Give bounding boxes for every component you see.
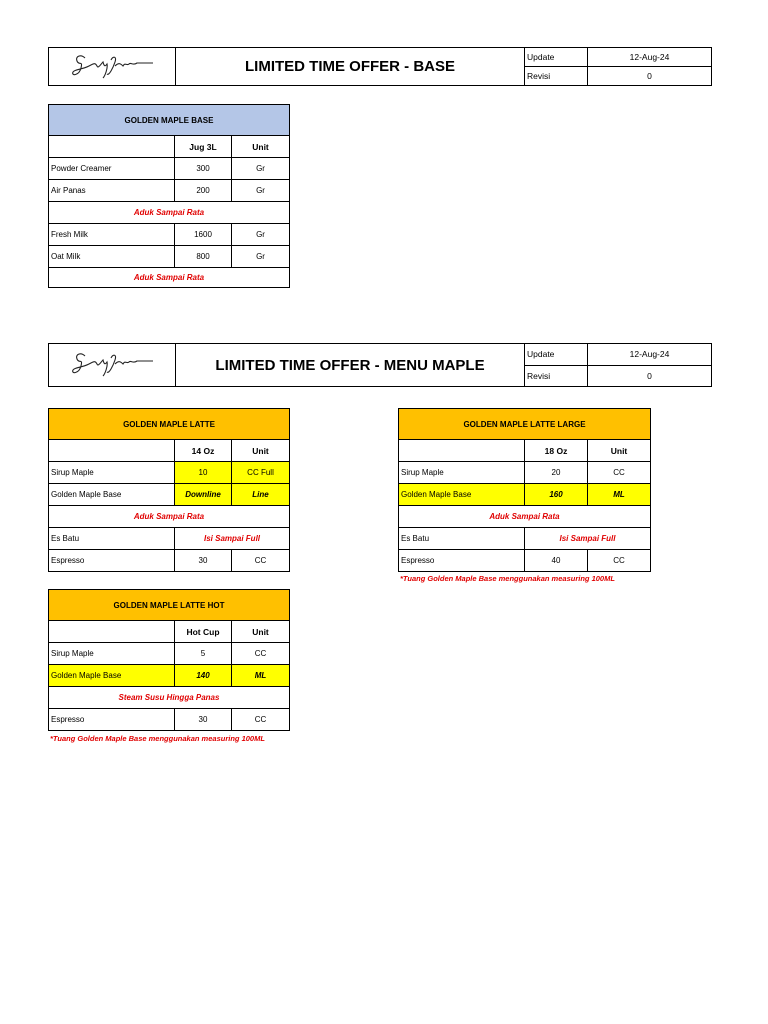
table-row: Air Panas 200 Gr xyxy=(49,180,290,202)
revisi-value: 0 xyxy=(647,370,652,381)
signature-icon xyxy=(67,52,157,82)
revisi-label: Revisi xyxy=(525,366,588,387)
note-row: Aduk Sampai Rata xyxy=(49,268,290,288)
golden-maple-latte-table xyxy=(48,408,290,572)
header-menu xyxy=(48,343,712,387)
table-row: Golden Maple Base 160 ML xyxy=(399,484,651,506)
update-value: 12-Aug-24 xyxy=(629,349,670,360)
col-size: Hot Cup xyxy=(175,621,232,643)
table-title: GOLDEN MAPLE LATTE HOT xyxy=(49,590,290,621)
footnote-latte-hot: *Tuang Golden Maple Base menggunakan measuring 100ML xyxy=(50,734,265,743)
page-title-base: LIMITED TIME OFFER - BASE xyxy=(176,48,525,85)
blank-cell xyxy=(49,136,175,158)
header-meta xyxy=(525,48,711,85)
col-unit: Unit xyxy=(232,136,290,158)
col-size: 14 Oz xyxy=(175,440,232,462)
update-label: Update xyxy=(525,48,588,66)
note-row: Steam Susu Hingga Panas xyxy=(49,687,290,709)
update-label: Update xyxy=(525,344,588,365)
blank-cell xyxy=(49,440,175,462)
golden-maple-latte-hot-table xyxy=(48,589,290,731)
golden-maple-base-table xyxy=(48,104,290,288)
signature-icon xyxy=(67,350,157,380)
table-row: Espresso 30 CC xyxy=(49,709,290,731)
table-title: GOLDEN MAPLE LATTE xyxy=(49,409,290,440)
table-row: Powder Creamer 300 Gr xyxy=(49,158,290,180)
col-unit: Unit xyxy=(588,440,651,462)
page-title-menu: LIMITED TIME OFFER - MENU MAPLE xyxy=(176,344,525,386)
note-row: Aduk Sampai Rata xyxy=(49,202,290,224)
table-row: Oat Milk 800 Gr xyxy=(49,246,290,268)
table-row: Golden Maple Base Downline Line xyxy=(49,484,290,506)
header-base xyxy=(48,47,712,86)
table-row: Golden Maple Base 140 ML xyxy=(49,665,290,687)
table-title: GOLDEN MAPLE BASE xyxy=(49,105,290,136)
col-unit: Unit xyxy=(232,440,290,462)
table-row: Espresso 40 CC xyxy=(399,550,651,572)
col-size: Jug 3L xyxy=(175,136,232,158)
header-meta xyxy=(525,344,711,386)
table-row: Sirup Maple 10 CC Full xyxy=(49,462,290,484)
col-size: 18 Oz xyxy=(525,440,588,462)
table-row: Espresso 30 CC xyxy=(49,550,290,572)
table-row: Es Batu Isi Sampai Full xyxy=(49,528,290,550)
golden-maple-latte-large-table xyxy=(398,408,651,572)
update-value: 12-Aug-24 xyxy=(629,52,670,62)
col-unit: Unit xyxy=(232,621,290,643)
table-row: Sirup Maple 20 CC xyxy=(399,462,651,484)
blank-cell xyxy=(399,440,525,462)
table-row: Fresh Milk 1600 Gr xyxy=(49,224,290,246)
table-row: Es Batu Isi Sampai Full xyxy=(399,528,651,550)
revisi-label: Revisi xyxy=(525,67,588,85)
note-row: Aduk Sampai Rata xyxy=(399,506,651,528)
note-row: Aduk Sampai Rata xyxy=(49,506,290,528)
revisi-value: 0 xyxy=(647,71,652,81)
table-row: Sirup Maple 5 CC xyxy=(49,643,290,665)
janji-jiwa-signature-logo xyxy=(49,48,176,85)
table-title: GOLDEN MAPLE LATTE LARGE xyxy=(399,409,651,440)
blank-cell xyxy=(49,621,175,643)
janji-jiwa-signature-logo xyxy=(49,344,176,386)
footnote-latte-large: *Tuang Golden Maple Base menggunakan measuring 100ML xyxy=(400,574,615,583)
